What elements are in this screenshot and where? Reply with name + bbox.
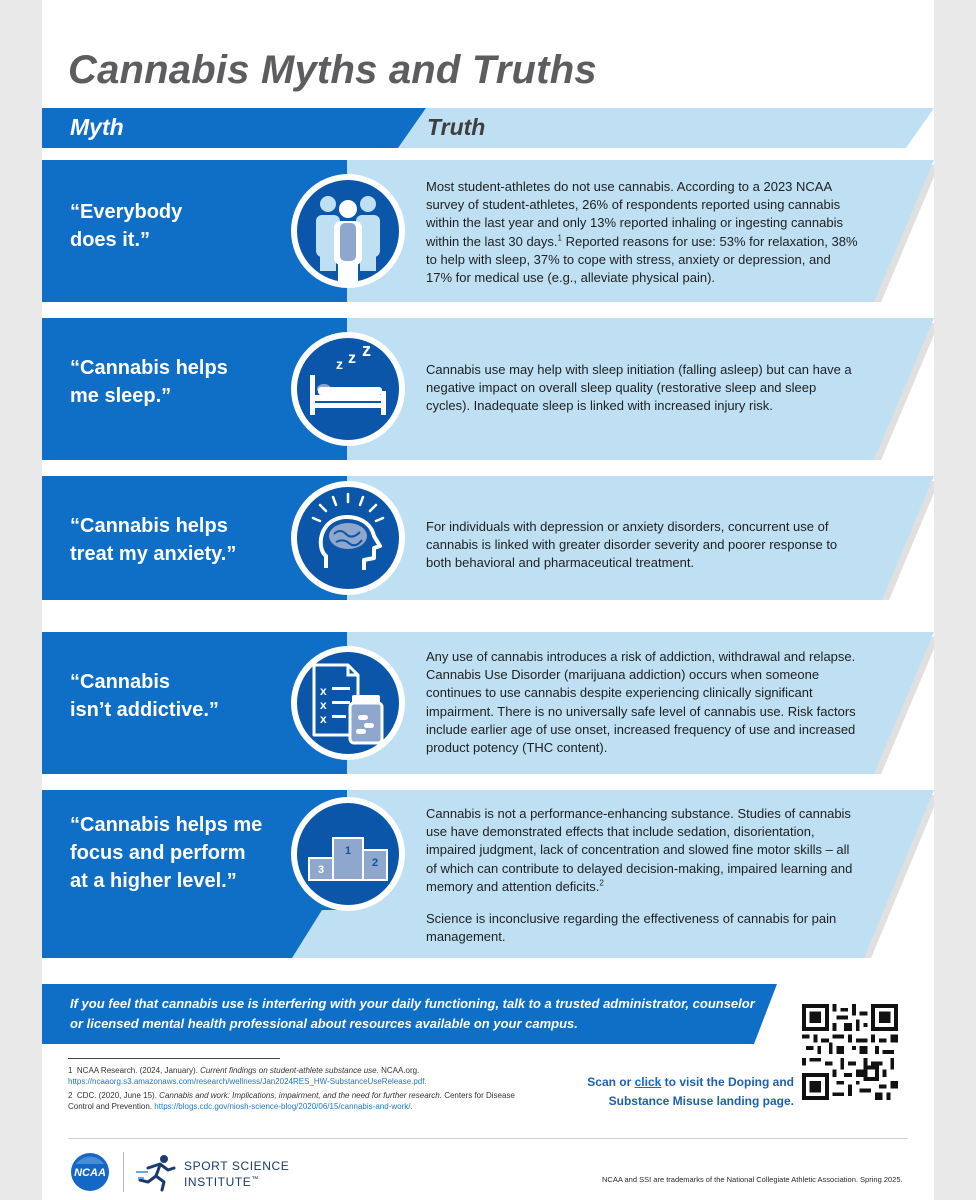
podium-icon xyxy=(288,794,408,914)
bed-sleep-icon xyxy=(288,329,408,449)
svg-text:x: x xyxy=(320,684,327,698)
footnote-1-url[interactable]: https://ncaaorg.s3.amazonaws.com/research/wellness/Jan2024RES_HW-SubstanceUseRelease.pdf. xyxy=(68,1077,427,1086)
ssi-wordmark: SPORT SCIENCE INSTITUTE™ xyxy=(184,1159,290,1189)
truth-statement: Any use of cannabis introduces a risk of addiction, withdrawal and relapse. Cannabis Use Disorder (marijuana addiction) occurs when someone continues to use cannabis despite experiencing clinically significant impairment. There is no universally safe level of cannabis use. Risk factors include earlier age of use onset, increased frequency of use and increased product potency (THC content). xyxy=(426,649,856,756)
scan-instruction: Scan or click to visit the Doping and Substance Misuse landing page. xyxy=(587,1075,794,1108)
checklist-pill-bottle-icon xyxy=(288,643,408,763)
myth-truth-header-band xyxy=(42,108,934,148)
svg-text:x: x xyxy=(320,698,327,712)
landing-page-link[interactable]: click xyxy=(634,1075,662,1089)
myth-truth-row-3 xyxy=(42,476,934,600)
footer-divider xyxy=(68,1138,908,1139)
myth-truth-row-4 xyxy=(42,632,934,774)
infographic-page xyxy=(42,0,934,1200)
myth-statement: “Cannabis helps me focus and perform at a higher level.” xyxy=(70,814,263,892)
svg-text:z: z xyxy=(348,350,356,367)
cta-message: If you feel that cannabis use is interfering with your daily functioning, talk to a trusted administrator, counselor or licensed mental health professional about resources available on your campus. xyxy=(70,996,755,1031)
podium-label-3: 3 xyxy=(317,864,325,876)
sport-science-institute-runner-icon xyxy=(134,1152,182,1192)
ncaa-logo xyxy=(68,1152,114,1192)
trademark-notice: NCAA and SSI are trademarks of the National Collegiate Athletic Association. Spring 2025. xyxy=(602,1175,903,1184)
myth-statement: “Cannabis helps me sleep.” xyxy=(70,357,228,407)
podium-label-1: 1 xyxy=(344,845,352,857)
head-brain-icon xyxy=(288,478,408,598)
svg-text:x: x xyxy=(320,712,327,726)
myth-statement: “Cannabis helps treat my anxiety.” xyxy=(70,515,237,565)
truth-column-header: Truth xyxy=(427,114,486,140)
footnote-divider xyxy=(68,1058,280,1059)
myth-statement: “Cannabis isn’t addictive.” xyxy=(70,671,219,721)
svg-text:z: z xyxy=(336,356,343,372)
truth-statement: Cannabis is not a performance-enhancing substance. Studies of cannabis use have demonstrated effects that include sedation, disorientation, impaired judgment, lack of concentration and slowed fine motor skills – all of which can contribute to delayed decision-making, impaired learning and memory and attention deficits.$^2$ Science is inconclusive regarding the effectiveness of cannabis for pain management. xyxy=(426,806,853,945)
qr-code[interactable] xyxy=(802,1004,898,1100)
myth-truth-row-5 xyxy=(42,790,934,958)
footnote-1: 1 NCAA Research. (2024, January). Current findings on student-athlete substance use. NCAA.org. https://ncaaorg.s3.amazonaws.com/research/wellness/Jan2024RES_HW-SubstanceUseRelease.pdf. xyxy=(68,1066,427,1086)
truth-statement: Cannabis use may help with sleep initiation (falling asleep) but can have a negative impact on overall sleep quality (restorative sleep and sleep cycles). Inadequate sleep is linked with increased injury risk. xyxy=(426,362,852,414)
podium-label-2: 2 xyxy=(371,857,379,869)
truth-statement: For individuals with depression or anxiety disorders, concurrent use of cannabis is linked with greater disorder severity and poorer response to both behavioral and pharmaceutical treatment. xyxy=(426,519,838,571)
myth-column-header: Myth xyxy=(70,114,124,140)
group-people-icon xyxy=(288,171,408,291)
page-title: Cannabis Myths and Truths xyxy=(68,48,597,92)
truth-statement: Most student-athletes do not use cannabis. According to a 2023 NCAA survey of student-athletes, 26% of respondents reported using cannabis within the last year and only 13% reported inhaling or ingesting cannabis within the last 30 days.$^1$ Reported reasons for use: 53% for relaxation, 38% to help with sleep, 37% to cope with stress, anxiety or depression, and 17% for medical use (e.g., alleviate physical pain). xyxy=(426,179,858,286)
svg-text:z: z xyxy=(362,340,371,360)
myth-truth-row-2 xyxy=(42,318,934,460)
logo-divider xyxy=(123,1152,124,1192)
svg-text:NCAA: NCAA xyxy=(74,1167,106,1179)
myth-statement: “Everybody does it.” xyxy=(70,201,183,251)
footnote-2: 2 CDC. (2020, June 15). Cannabis and work: Implications, impairment, and the need for further research. Centers for Disease Control and Prevention. https://blogs.cdc.gov/niosh-science-blog/2020/06/15/cannabis-and-work/. xyxy=(68,1091,515,1111)
footnote-2-url[interactable]: https://blogs.cdc.gov/niosh-science-blog/2020/06/15/cannabis-and-work/. xyxy=(154,1102,413,1111)
myth-truth-row-1 xyxy=(42,160,934,302)
